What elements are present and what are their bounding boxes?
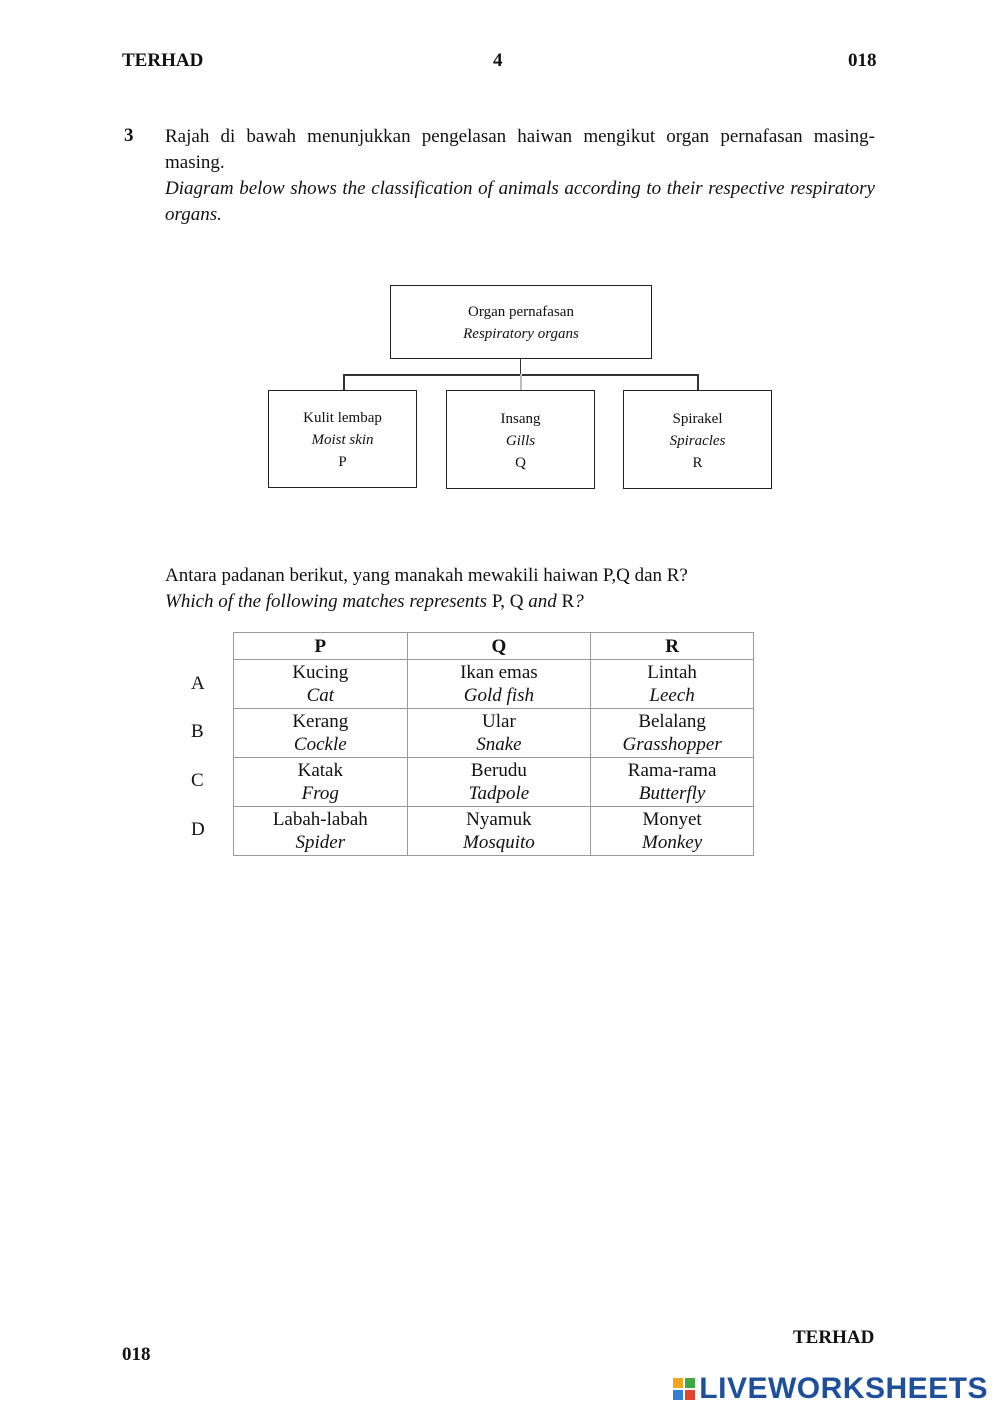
question-number: 3: [124, 125, 134, 146]
table-row: [234, 709, 754, 758]
box-p-letter: P: [338, 454, 347, 470]
diagram-box-p: [268, 390, 417, 488]
column-header-r: R: [591, 633, 754, 660]
page-number: 4: [493, 50, 503, 71]
box-q-letter: Q: [515, 455, 526, 471]
cell-en: Monkey: [642, 832, 703, 853]
column-header-q: Q: [407, 633, 591, 660]
cell-ms: Kucing: [292, 662, 349, 683]
cell-ms: Ikan emas: [460, 662, 538, 683]
cell-en: Grasshopper: [622, 734, 722, 755]
cell-ms: Monyet: [642, 809, 702, 830]
table-cell: [407, 758, 591, 807]
box-q-ms: Insang: [500, 411, 541, 427]
table-cell: [234, 758, 408, 807]
header-right: 018: [848, 50, 877, 71]
question-text-en: Diagram below shows the classification of animals according to their respective respiratory organs.: [165, 178, 875, 225]
box-r-en: Spiracles: [669, 433, 726, 449]
connector-left: [343, 374, 345, 390]
cell-en: Frog: [301, 783, 339, 804]
cell-ms: Katak: [297, 760, 343, 781]
table-header-row: [234, 633, 754, 660]
cell-en: Snake: [476, 734, 522, 755]
liveworksheets-icon: [673, 1378, 695, 1400]
diagram-box-q: [446, 390, 595, 489]
cell-ms: Ular: [482, 711, 516, 732]
connector-stem: [520, 359, 521, 374]
option-label-c[interactable]: C: [191, 770, 204, 791]
cell-ms: Rama-rama: [627, 760, 717, 781]
prompt-en-and: and: [528, 591, 557, 612]
cell-en: Cat: [306, 685, 335, 706]
table-cell: [591, 758, 754, 807]
prompt-en: [165, 589, 688, 615]
cell-en: Butterfly: [638, 783, 706, 804]
root-label-en: Respiratory organs: [463, 326, 579, 342]
option-label-b[interactable]: B: [191, 721, 204, 742]
prompt: [165, 563, 688, 615]
prompt-ms: Antara padanan berikut, yang manakah mewakili haiwan P,Q dan R?: [165, 565, 688, 586]
box-q-en: Gills: [505, 433, 536, 449]
diagram-root-box: [390, 285, 652, 359]
question-text: [165, 124, 875, 228]
cell-ms: Nyamuk: [466, 809, 532, 830]
root-label-ms: Organ pernafasan: [468, 304, 574, 320]
table-cell: [407, 660, 591, 709]
diagram-box-r: [623, 390, 772, 489]
table-cell: [407, 709, 591, 758]
cell-en: Tadpole: [468, 783, 530, 804]
column-header-p: P: [234, 633, 408, 660]
footer-right: TERHAD: [793, 1327, 875, 1348]
box-r-letter: R: [692, 455, 703, 471]
header-left: TERHAD: [122, 50, 204, 71]
table-cell: [407, 807, 591, 856]
cell-ms: Lintah: [647, 662, 697, 683]
connector-middle: [520, 374, 522, 390]
cell-en: Spider: [295, 832, 346, 853]
connector-right: [697, 374, 699, 390]
table-cell: [591, 807, 754, 856]
cell-ms: Belalang: [638, 711, 706, 732]
table-cell: [234, 709, 408, 758]
cell-ms: Berudu: [470, 760, 527, 781]
table-cell: [591, 709, 754, 758]
table-cell: [591, 660, 754, 709]
table-row: [234, 660, 754, 709]
box-p-en: Moist skin: [311, 432, 374, 448]
cell-en: Gold fish: [463, 685, 534, 706]
footer-left: 018: [122, 1344, 151, 1365]
cell-en: Mosquito: [463, 832, 535, 853]
option-label-a[interactable]: A: [191, 673, 205, 694]
cell-ms: Labah-labah: [272, 809, 368, 830]
box-r-ms: Spirakel: [672, 411, 723, 427]
prompt-en-p: P, Q: [491, 591, 524, 612]
prompt-en-qmark: ?: [574, 591, 584, 612]
liveworksheets-text: LIVEWORKSHEETS: [699, 1372, 988, 1405]
prompt-en-part1: Which of the following matches represents: [165, 591, 488, 612]
box-p-ms: Kulit lembap: [303, 410, 382, 426]
table-cell: [234, 660, 408, 709]
table-row: [234, 758, 754, 807]
liveworksheets-logo: [673, 1372, 988, 1406]
prompt-en-r: R: [561, 591, 575, 612]
table-cell: [234, 807, 408, 856]
options-table: [233, 632, 754, 856]
cell-en: Cockle: [293, 734, 347, 755]
option-label-d[interactable]: D: [191, 819, 205, 840]
cell-en: Leech: [649, 685, 695, 706]
cell-ms: Kerang: [292, 711, 349, 732]
table-row: [234, 807, 754, 856]
question-text-ms: Rajah di bawah menunjukkan pengelasan haiwan mengikut organ pernafasan masing-masing.: [165, 126, 875, 173]
